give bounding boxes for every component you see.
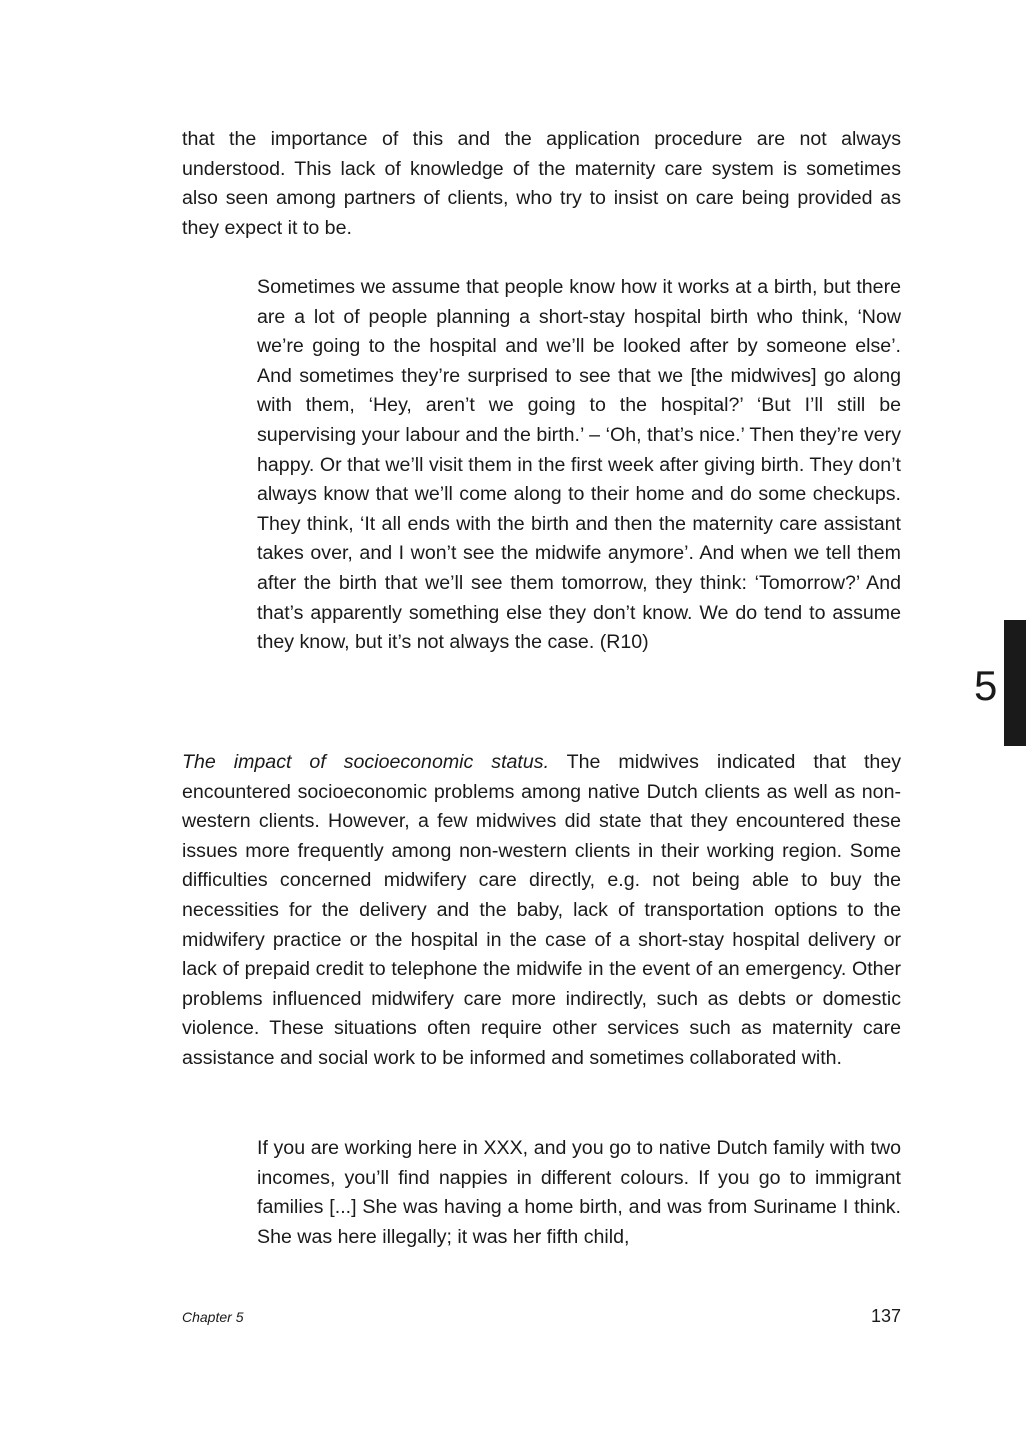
footer-chapter-label: Chapter 5 (182, 1309, 244, 1325)
block-quote-2: If you are working here in XXX, and you go to native Dutch family with two incomes, you’ll find nappies in different colours. If you go to immigrant families [...] She was having a home birth, and was from Suriname I think. She was here illegally; it was her fifth child, (257, 1137, 901, 1248)
body-paragraph-2-text: The midwives indicated that they encountered socioeconomic problems among native Dutch clients as well as non-western clients. However, a few midwives did state that they encountered these issues more frequently among non-western clients in their working region. Some difficulties concerned midwifery care directly, e.g. not being able to buy the necessities for the delivery and the baby, lack of transportation options to the midwifery practice or the hospital in the case of a short-stay hospital delivery or lack of prepaid credit to telephone the midwife in the event of an emergency. Other problems influenced midwifery care more indirectly, such as debts or domestic violence. These situations often require other services such as maternity care assistance and social work to be informed and sometimes collaborated with. (182, 751, 902, 1069)
footer-page-number: 137 (870, 1306, 901, 1326)
chapter-tab-number: 5 (974, 662, 998, 709)
body-paragraph-2 (182, 748, 901, 1074)
chapter-thumb-tab (1004, 620, 1026, 746)
body-paragraph-1: that the importance of this and the application procedure are not always understood. This lack of knowledge of the maternity care system is sometimes also seen among partners of clients, who try to insist on care being provided as they expect it to be. (182, 128, 901, 239)
section-lead-heading: The impact of socioeconomic status. (182, 751, 550, 773)
block-quote-1: Sometimes we assume that people know how it works at a birth, but there are a lot of people planning a short-stay hospital birth who think, ‘Now we’re going to the hospital and we’ll be looked after by someone else’. And sometimes they’re surprised to see that we [the midwives] go along with them, ‘Hey, aren’t we going to the hospital?’ ‘But I’ll still be supervising your labour and the birth.’ – ‘Oh, that’s nice.’ Then they’re very happy. Or that we’ll visit them in the first week after giving birth. They don’t always know that we’ll come along to their home and do some checkups. They think, ‘It all ends with the birth and then the maternity care assistant takes over, and I won’t see the midwife anymore’. And when we tell them after the birth that we’ll see them tomorrow, they think: ‘Tomorrow?’ And that’s apparently something else they don’t know. We do tend to assume they know, but it’s not always the case. (R10) (257, 276, 901, 654)
